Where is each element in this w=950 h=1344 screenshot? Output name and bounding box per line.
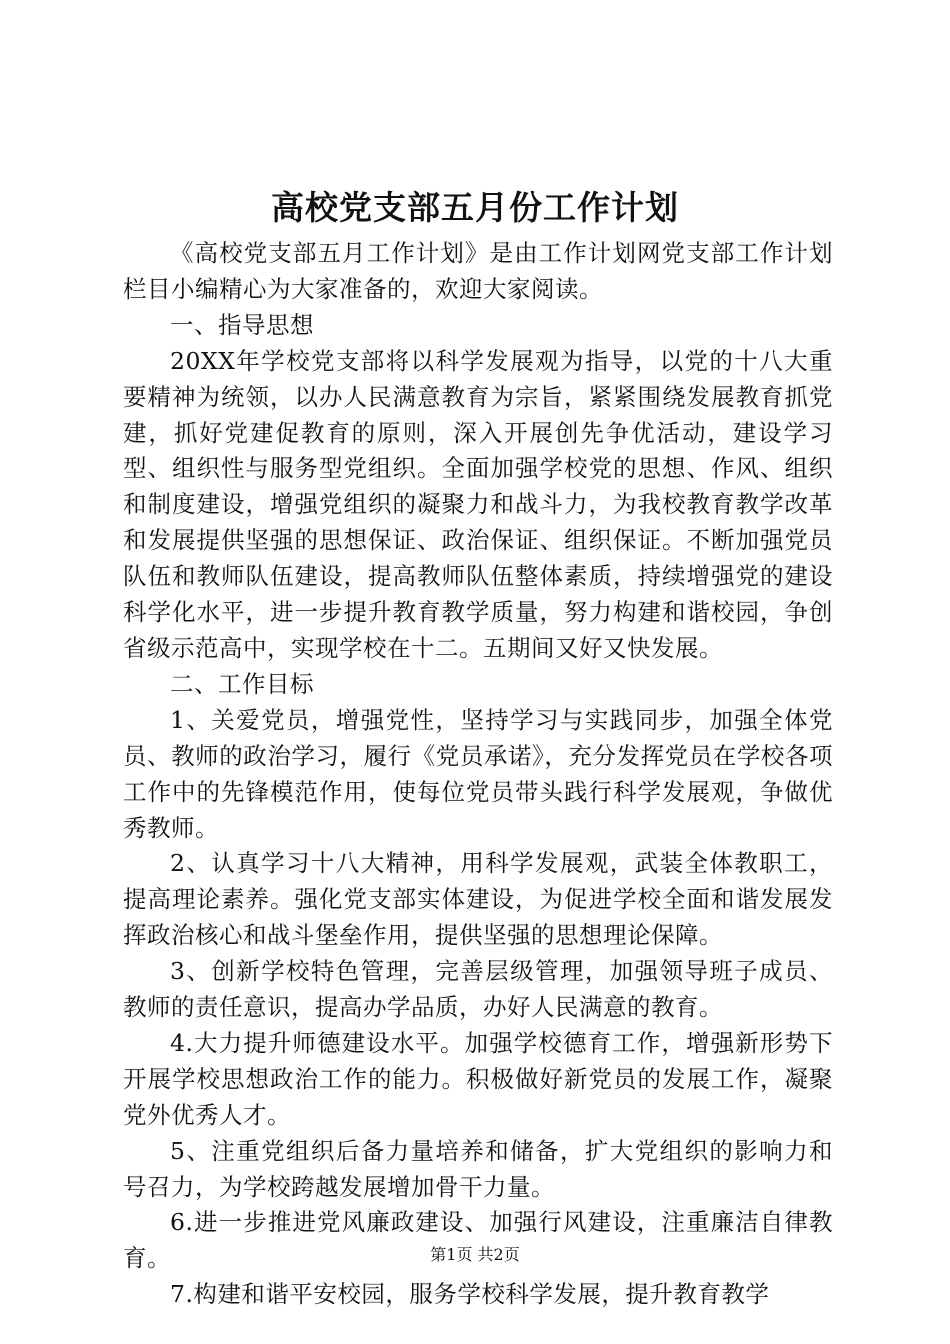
goal-item: 2、认真学习十八大精神，用科学发展观，武装全体教职工，提高理论素养。强化党支部实体建设，为促进学校全面和谐发展发挥政治核心和战斗堡垒作用，提供坚强的思想理论保障。 bbox=[123, 849, 833, 950]
goal-item: 5、注重党组织后备力量培养和储备，扩大党组织的影响力和号召力，为学校跨越发展增加骨干力量。 bbox=[123, 1136, 833, 1201]
guiding-ideology-paragraph: 20XX年学校党支部将以科学发展观为指导，以党的十八大重要精神为统领，以办人民满意教育为宗旨，紧紧围绕发展教育抓党建，抓好党建促教育的原则，深入开展创先争优活动，建设学习型、组织性与服务型党组织。全面加强学校党的思想、作风、组织和制度建设，增强党组织的凝聚力和战斗力，为我校教育教学改革和发展提供坚强的思想保证、政治保证、组织保证。不断加强党员队伍和教师队伍建设，提高教师队伍整体素质，持续增强党的建设科学化水平，进一步提升教育教学质量，努力构建和谐校园，争创省级示范高中，实现学校在十二。五期间又好又快发展。 bbox=[123, 346, 833, 662]
goal-item: 1、关爱党员，增强党性，坚持学习与实践同步，加强全体党员、教师的政治学习，履行《党员承诺》，充分发挥党员在学校各项工作中的先锋模范作用，使每位党员带头践行科学发展观，争做优秀教师。 bbox=[123, 705, 833, 842]
intro-paragraph: 《高校党支部五月工作计划》是由工作计划网党支部工作计划栏目小编精心为大家准备的，欢迎大家阅读。 bbox=[123, 239, 833, 303]
goal-item: 3、创新学校特色管理，完善层级管理，加强领导班子成员、教师的责任意识，提高办学品质，办好人民满意的教育。 bbox=[123, 957, 833, 1022]
goal-item: 6.进一步推进党风廉政建设、加强行风建设，注重廉洁自律教育。 bbox=[123, 1208, 833, 1273]
page-number-footer: 第1页 共2页 bbox=[430, 1245, 520, 1264]
section-heading-guiding-ideology: 一、指导思想 bbox=[170, 310, 314, 339]
goal-item: 4.大力提升师德建设水平。加强学校德育工作，增强新形势下开展学校思想政治工作的能力。积极做好新党员的发展工作，凝聚党外优秀人才。 bbox=[123, 1028, 833, 1129]
goal-item: 7.构建和谐平安校园，服务学校科学发展，提升教育教学 bbox=[170, 1280, 770, 1309]
document-title: 高校党支部五月份工作计划 bbox=[271, 188, 679, 227]
document-body bbox=[123, 236, 833, 1313]
section-heading-work-goals: 二、工作目标 bbox=[170, 669, 314, 698]
